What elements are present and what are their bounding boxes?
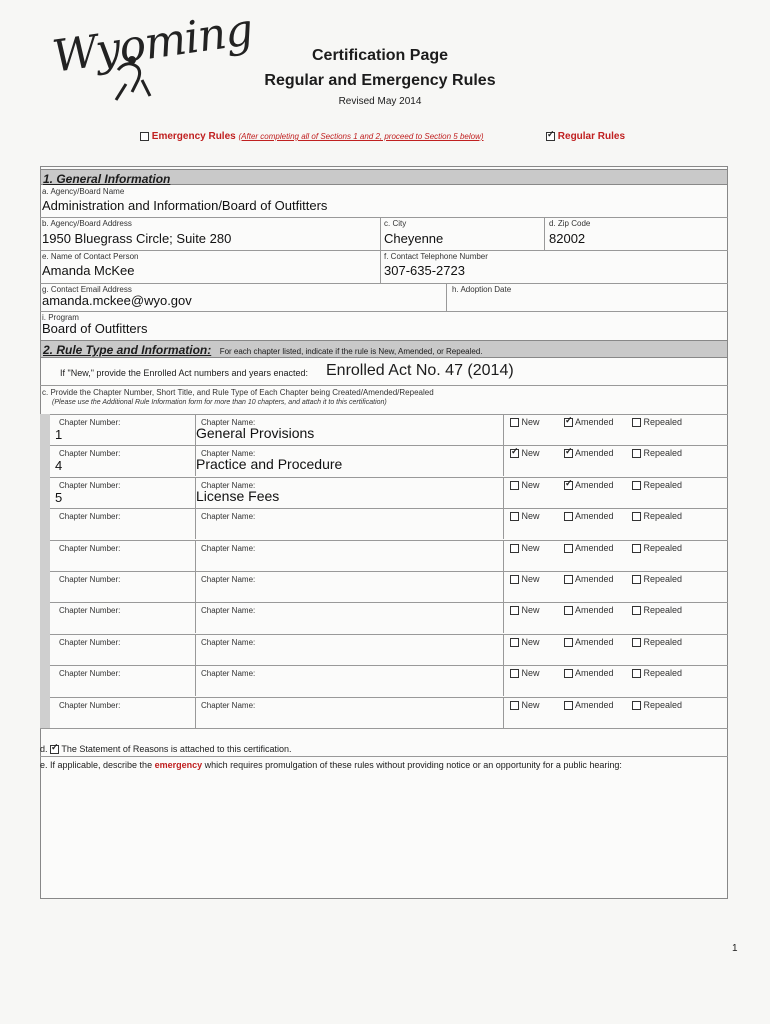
zip-field[interactable]: 82002: [549, 231, 586, 246]
revised-date: Revised May 2014: [338, 96, 422, 107]
divider: [50, 571, 728, 572]
option-amended[interactable]: [564, 543, 614, 553]
amended-checkbox[interactable]: [564, 701, 573, 710]
chapter-number-label: Chapter Number:: [59, 544, 121, 553]
chapter-number-label: Chapter Number:: [59, 512, 121, 521]
option-repealed[interactable]: [632, 605, 682, 615]
chapter-name-field[interactable]: Practice and Procedure: [196, 456, 343, 472]
divider: [50, 477, 728, 478]
repealed-label: Repealed: [643, 574, 683, 584]
chapter-number-label: Chapter Number:: [59, 575, 121, 584]
chapter-row: [50, 571, 728, 602]
divider: [503, 665, 504, 696]
section2-instruction: For each chapter listed, indicate if the rule is New, Amended, or Repealed.: [219, 347, 483, 356]
statement-checkbox[interactable]: [50, 745, 59, 754]
emergency-description-field[interactable]: [44, 774, 724, 892]
statement-label: The Statement of Reasons is attached to this certification.: [61, 744, 292, 754]
divider: [50, 508, 728, 509]
agency-label: a. Agency/Board Name: [42, 187, 125, 196]
chapter-number-label: Chapter Number:: [59, 418, 121, 427]
amended-label: Amended: [575, 511, 614, 521]
divider: [195, 540, 196, 571]
option-repealed[interactable]: [632, 480, 682, 490]
section1-header: [40, 169, 728, 185]
amended-checkbox[interactable]: [564, 481, 573, 490]
contact-label: e. Name of Contact Person: [42, 252, 139, 261]
chapter-name-label: Chapter Name:: [201, 638, 256, 647]
chapter-name-label: Chapter Name:: [201, 606, 256, 615]
amended-checkbox[interactable]: [564, 638, 573, 647]
page-subtitle: Regular and Emergency Rules: [264, 72, 496, 89]
option-repealed[interactable]: [632, 417, 682, 427]
divider: [195, 508, 196, 539]
chapter-number-field[interactable]: 1: [55, 427, 63, 442]
repealed-checkbox[interactable]: [632, 512, 641, 521]
new-label: New: [521, 668, 540, 678]
option-amended[interactable]: [564, 417, 614, 427]
provide-note: (Please use the Additional Rule Information form for more than 10 chapters, and attach it to this certification): [52, 399, 387, 406]
amended-label: Amended: [575, 480, 614, 490]
option-new[interactable]: [510, 605, 540, 615]
divider: [40, 217, 728, 218]
chapter-number-label: Chapter Number:: [59, 481, 121, 490]
new-checkbox[interactable]: [510, 638, 519, 647]
divider: [446, 283, 447, 311]
divider: [50, 602, 728, 603]
enrolled-act-field[interactable]: Enrolled Act No. 47 (2014): [326, 362, 514, 379]
chapter-row: [50, 445, 728, 476]
divider: [195, 665, 196, 696]
divider: [503, 477, 504, 508]
city-field[interactable]: Cheyenne: [384, 231, 444, 246]
option-amended[interactable]: [564, 637, 614, 647]
divider: [50, 665, 728, 666]
chapter-name-label: Chapter Name:: [201, 701, 256, 710]
divider: [544, 217, 545, 250]
option-new[interactable]: [510, 637, 540, 647]
option-new[interactable]: [510, 511, 540, 521]
section1-title: 1. General Information: [43, 172, 171, 186]
amended-label: Amended: [575, 637, 614, 647]
chapter-name-label: Chapter Name:: [201, 544, 256, 553]
chapter-row: [50, 540, 728, 571]
option-new[interactable]: [510, 480, 540, 490]
repealed-label: Repealed: [643, 480, 683, 490]
divider: [50, 414, 728, 415]
chapter-name-label: Chapter Name:: [201, 512, 256, 521]
chapter-name-label: Chapter Name:: [201, 481, 256, 490]
new-checkbox[interactable]: [510, 512, 519, 521]
provide-label: c. Provide the Chapter Number, Short Title, and Rule Type of Each Chapter being Created/Amended/Repealed: [42, 388, 434, 397]
option-amended[interactable]: [564, 511, 614, 521]
divider: [40, 728, 728, 729]
repealed-label: Repealed: [643, 543, 683, 553]
option-new[interactable]: [510, 417, 540, 427]
divider: [40, 250, 728, 251]
divider: [40, 756, 728, 757]
address-label: b. Agency/Board Address: [42, 219, 132, 228]
new-prompt: If "New," provide the Enrolled Act numbers and years enacted:: [60, 368, 309, 378]
emergency-desc-suffix: which requires promulgation of these rules without providing notice or an opportunity for a public hearing:: [204, 760, 622, 770]
new-checkbox[interactable]: [510, 449, 519, 458]
option-new[interactable]: [510, 700, 540, 710]
chapter-row: [50, 665, 728, 696]
new-label: New: [521, 637, 540, 647]
option-amended[interactable]: [564, 605, 614, 615]
repealed-checkbox[interactable]: [632, 606, 641, 615]
repealed-label: Repealed: [643, 700, 683, 710]
divider: [195, 602, 196, 633]
repealed-checkbox[interactable]: [632, 638, 641, 647]
address-field[interactable]: 1950 Bluegrass Circle; Suite 280: [42, 231, 232, 246]
chapter-row: [50, 414, 728, 445]
amended-checkbox[interactable]: [564, 418, 573, 427]
option-new[interactable]: [510, 574, 540, 584]
chapter-row: [50, 477, 728, 508]
chapter-row: [50, 634, 728, 665]
statement-row: [40, 744, 292, 754]
divider: [50, 634, 728, 635]
page-title: Certification Page: [311, 47, 449, 64]
new-label: New: [521, 417, 540, 427]
option-repealed[interactable]: [632, 700, 682, 710]
repealed-label: Repealed: [643, 417, 683, 427]
chapter-number-label: Chapter Number:: [59, 638, 121, 647]
option-repealed[interactable]: [632, 543, 682, 553]
new-checkbox[interactable]: [510, 418, 519, 427]
chapter-row: [50, 508, 728, 539]
section2-title: 2. Rule Type and Information:: [43, 343, 212, 357]
amended-checkbox[interactable]: [564, 575, 573, 584]
option-repealed[interactable]: [632, 637, 682, 647]
new-checkbox[interactable]: [510, 481, 519, 490]
chapter-row: [50, 602, 728, 633]
new-label: New: [521, 605, 540, 615]
divider: [503, 540, 504, 571]
logo-text: Wyoming: [49, 4, 256, 83]
option-new[interactable]: [510, 668, 540, 678]
regular-rules-label: Regular Rules: [557, 131, 626, 142]
divider: [503, 508, 504, 539]
option-repealed[interactable]: [632, 448, 682, 458]
new-checkbox[interactable]: [510, 606, 519, 615]
new-label: New: [521, 574, 540, 584]
new-label: New: [521, 543, 540, 553]
new-label: New: [521, 448, 540, 458]
divider: [40, 283, 728, 284]
chapter-name-label: Chapter Name:: [201, 669, 256, 678]
divider: [503, 445, 504, 476]
divider: [40, 385, 728, 386]
emergency-rules-note: (After completing all of Sections 1 and 2, proceed to Section 5 below): [238, 132, 484, 141]
option-new[interactable]: [510, 448, 540, 458]
option-repealed[interactable]: [632, 574, 682, 584]
divider: [50, 540, 728, 541]
repealed-checkbox[interactable]: [632, 544, 641, 553]
option-amended[interactable]: [564, 700, 614, 710]
regular-rules-checkbox[interactable]: [546, 132, 555, 141]
new-checkbox[interactable]: [510, 544, 519, 553]
chapter-name-label: Chapter Name:: [201, 575, 256, 584]
chapter-name-field[interactable]: General Provisions: [196, 425, 315, 441]
adoption-label: h. Adoption Date: [452, 285, 512, 294]
repealed-checkbox[interactable]: [632, 575, 641, 584]
repealed-checkbox[interactable]: [632, 481, 641, 490]
row-margin-strip: [40, 414, 50, 728]
emergency-rules-label: Emergency Rules: [151, 131, 236, 142]
amended-label: Amended: [575, 668, 614, 678]
emergency-rules-option[interactable]: [140, 131, 484, 142]
agency-field[interactable]: Administration and Information/Board of Outfitters: [42, 198, 328, 213]
option-amended[interactable]: [564, 574, 614, 584]
contact-field[interactable]: Amanda McKee: [42, 263, 135, 278]
repealed-label: Repealed: [643, 605, 683, 615]
divider: [503, 571, 504, 602]
option-amended[interactable]: [564, 668, 614, 678]
page-number: 1: [732, 943, 738, 954]
divider: [503, 602, 504, 633]
option-amended[interactable]: [564, 448, 614, 458]
new-label: New: [521, 700, 540, 710]
divider: [503, 414, 504, 445]
section2-header: [40, 340, 728, 358]
chapter-name-label: Chapter Name:: [201, 449, 256, 458]
divider: [503, 697, 504, 728]
option-new[interactable]: [510, 543, 540, 553]
amended-checkbox[interactable]: [564, 606, 573, 615]
zip-label: d. Zip Code: [549, 219, 591, 228]
repealed-label: Repealed: [643, 637, 683, 647]
amended-label: Amended: [575, 417, 614, 427]
city-label: c. City: [384, 219, 407, 228]
amended-checkbox[interactable]: [564, 669, 573, 678]
emergency-desc-prefix: e. If applicable, describe the: [40, 760, 153, 770]
amended-label: Amended: [575, 605, 614, 615]
divider: [195, 697, 196, 728]
amended-label: Amended: [575, 700, 614, 710]
option-repealed[interactable]: [632, 511, 682, 521]
chapter-number-label: Chapter Number:: [59, 669, 121, 678]
divider: [195, 634, 196, 665]
option-repealed[interactable]: [632, 668, 682, 678]
email-field[interactable]: amanda.mckee@wyo.gov: [42, 293, 192, 308]
chapter-name-field[interactable]: License Fees: [196, 488, 280, 504]
new-checkbox[interactable]: [510, 669, 519, 678]
new-checkbox[interactable]: [510, 701, 519, 710]
chapter-number-field[interactable]: 4: [55, 458, 63, 473]
amended-checkbox[interactable]: [564, 512, 573, 521]
repealed-checkbox[interactable]: [632, 701, 641, 710]
phone-label: f. Contact Telephone Number: [384, 252, 488, 261]
option-amended[interactable]: [564, 480, 614, 490]
new-checkbox[interactable]: [510, 575, 519, 584]
divider: [50, 697, 728, 698]
email-label: g. Contact Email Address: [42, 285, 132, 294]
repealed-label: Repealed: [643, 511, 683, 521]
chapter-name-label: Chapter Name:: [201, 418, 256, 427]
statement-prefix: d.: [40, 744, 48, 754]
divider: [50, 445, 728, 446]
divider: [195, 571, 196, 602]
program-label: i. Program: [42, 313, 79, 322]
divider: [40, 311, 728, 312]
amended-label: Amended: [575, 574, 614, 584]
divider: [503, 634, 504, 665]
new-label: New: [521, 511, 540, 521]
repealed-checkbox[interactable]: [632, 449, 641, 458]
phone-field[interactable]: 307-635-2723: [384, 263, 465, 278]
emergency-description-row: [40, 760, 622, 770]
chapter-number-field[interactable]: 5: [55, 490, 63, 505]
new-label: New: [521, 480, 540, 490]
amended-checkbox[interactable]: [564, 449, 573, 458]
repealed-label: Repealed: [643, 448, 683, 458]
program-field[interactable]: Board of Outfitters: [42, 321, 148, 336]
amended-checkbox[interactable]: [564, 544, 573, 553]
emergency-rules-checkbox[interactable]: [140, 132, 149, 141]
repealed-checkbox[interactable]: [632, 669, 641, 678]
repealed-label: Repealed: [643, 668, 683, 678]
emergency-word: emergency: [154, 760, 203, 770]
chapter-number-label: Chapter Number:: [59, 449, 121, 458]
regular-rules-option[interactable]: [546, 131, 625, 142]
chapter-number-label: Chapter Number:: [59, 701, 121, 710]
repealed-checkbox[interactable]: [632, 418, 641, 427]
chapter-number-label: Chapter Number:: [59, 606, 121, 615]
amended-label: Amended: [575, 448, 614, 458]
chapter-row: [50, 697, 728, 728]
amended-label: Amended: [575, 543, 614, 553]
